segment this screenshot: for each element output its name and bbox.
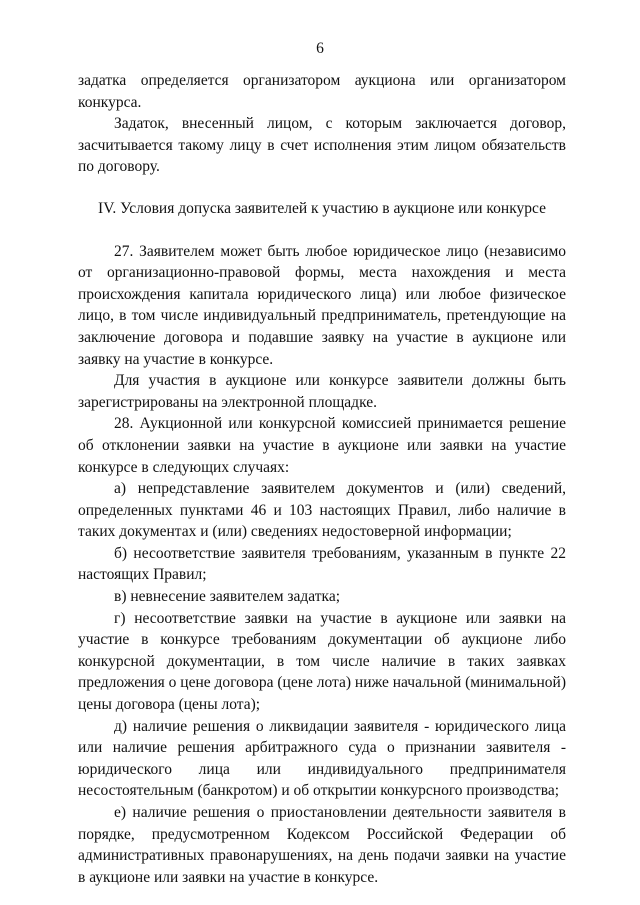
document-body — [78, 70, 566, 888]
clause-27: 27. Заявителем может быть любое юридическое лицо (независимо от организационно-правовой формы, места нахождения и места происхождения капитала юридического лица) или любое физическое лицо, в том числе индивидуальный предприниматель, претендующие на заключение договора и подавшие заявку на участие в аукционе или заявку на участие в конкурсе. — [78, 242, 566, 368]
section-heading: IV. Условия допуска заявителей к участию в аукционе или конкурсе — [98, 199, 546, 217]
clause-28-item-b: б) несоответствие заявителя требованиям, указанным в пункте 22 настоящих Правил; — [78, 544, 566, 584]
clause-28-item-d: д) наличие решения о ликвидации заявителя - юридического лица или наличие решения арбитражного суда о признании заявителя - юридического лица или индивидуального предпринимателя несостоятельным (банкротом) и об открытии конкурсного производства; — [78, 717, 566, 800]
deposit-paragraph: Задаток, внесенный лицом, с которым заключается договор, засчитывается такому лицу в счет исполнения этим лицом обязательств по договору. — [78, 115, 566, 176]
clause-28-item-v: в) невнесение заявителем задатка; — [114, 588, 341, 606]
clause-28: 28. Аукционной или конкурсной комиссией принимается решение об отклонении заявки на участие в аукционе или заявки на участие конкурсе в следующих случаях: — [78, 415, 566, 476]
clause-27-registration: Для участия в аукционе или конкурсе заявители должны быть зарегистрированы на электронной площадке. — [78, 372, 566, 411]
page-number: 6 — [316, 40, 324, 57]
clause-28-item-a: а) непредставление заявителем документов и (или) сведений, определенных пунктами 46 и 103 настоящих Правил, либо наличие в таких документах и (или) сведениях недостоверной информации; — [78, 480, 566, 541]
continuation-paragraph: задатка определяется организатором аукциона или организатором конкурса. — [78, 72, 566, 111]
clause-28-item-g: г) несоответствие заявки на участие в аукционе или заявки на участие в конкурсе требованиям документации об аукционе либо конкурсной документации, в том числе наличие в таких заявках предложения о цене договора (цене лота) ниже начальной (минимальной) цены договора (цены лота); — [78, 609, 567, 714]
clause-28-item-e: е) наличие решения о приостановлении деятельности заявителя в порядке, предусмотренном Кодексом Российской Федерации об административных правонарушениях, на день подачи заявки на участие в аукционе или заявки на участие в конкурсе. — [78, 804, 566, 886]
